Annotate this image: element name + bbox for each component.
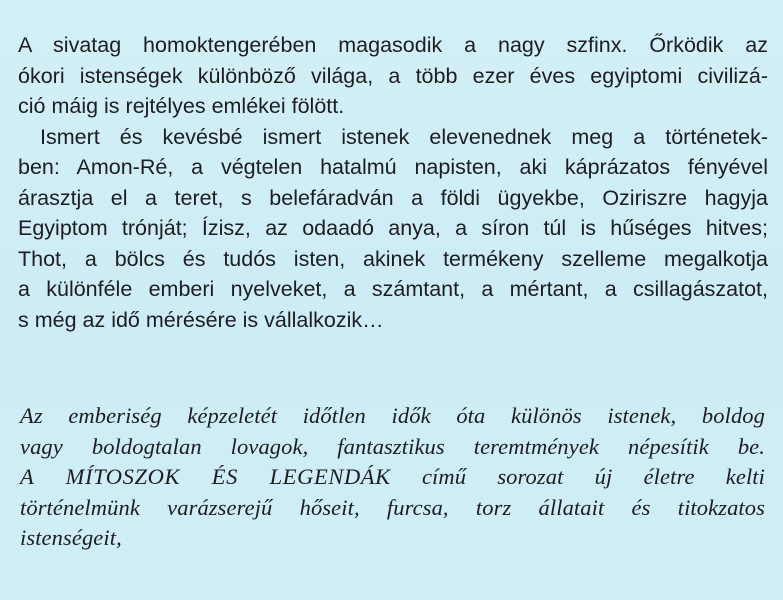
blurb-line: Az emberiség képzeletét időtlen idők óta különös istenek, boldog — [20, 403, 765, 428]
blurb-line: vagy boldogtalan lovagok, fantasztikus teremtmények népesítik be. — [20, 433, 765, 459]
paragraph-1-line: ció máig is rejtélyes emlékei fölött. — [18, 94, 345, 118]
paragraph-1 — [18, 30, 768, 122]
paragraph-2-line: Egyiptom trónját; Ízisz, az odaadó anya, a síron túl is hűséges hitves; — [18, 216, 768, 240]
description-text — [18, 30, 768, 335]
blurb-line: istenségeit, — [20, 525, 122, 550]
paragraph-2-line: a különféle emberi nyelveket, a számtant, a mértant, a csillagászatot, — [18, 277, 768, 301]
paragraph-2-line: árasztja el a teret, s belefáradván a földi ügyekbe, Oziriszre hagyja — [18, 185, 768, 210]
series-blurb — [20, 401, 765, 554]
paragraph-2-line: Thot, a bölcs és tudós isten, akinek termékeny szelleme megalkotja — [18, 246, 768, 271]
paragraph-1-line: A sivatag homoktengerében magasodik a nagy szfinx. Őrködik az — [18, 33, 768, 57]
paragraph-2-line: Ismert és kevésbé ismert istenek elevenednek meg a történetek- — [40, 124, 768, 149]
paragraph-2-line: ben: Amon-Ré, a végtelen hatalmú napisten, aki káprázatos fényével — [18, 155, 768, 179]
blurb-line-rest: című sorozat új életre kelti — [390, 464, 765, 489]
paragraph-1-line: ókori istenségek különböző világa, a több ezer éves egyiptomi civilizá- — [18, 63, 768, 88]
blurb-line: történelmünk varázserejű hőseit, furcsa, torz állatait és titokzatos — [20, 494, 765, 520]
series-title: A MÍTOSZOK ÉS LEGENDÁK — [20, 464, 391, 489]
blurb-line — [20, 462, 765, 493]
paragraph-2-line: s még az idő mérésére is vállalkozik… — [18, 307, 384, 332]
paragraph-2 — [18, 122, 768, 336]
